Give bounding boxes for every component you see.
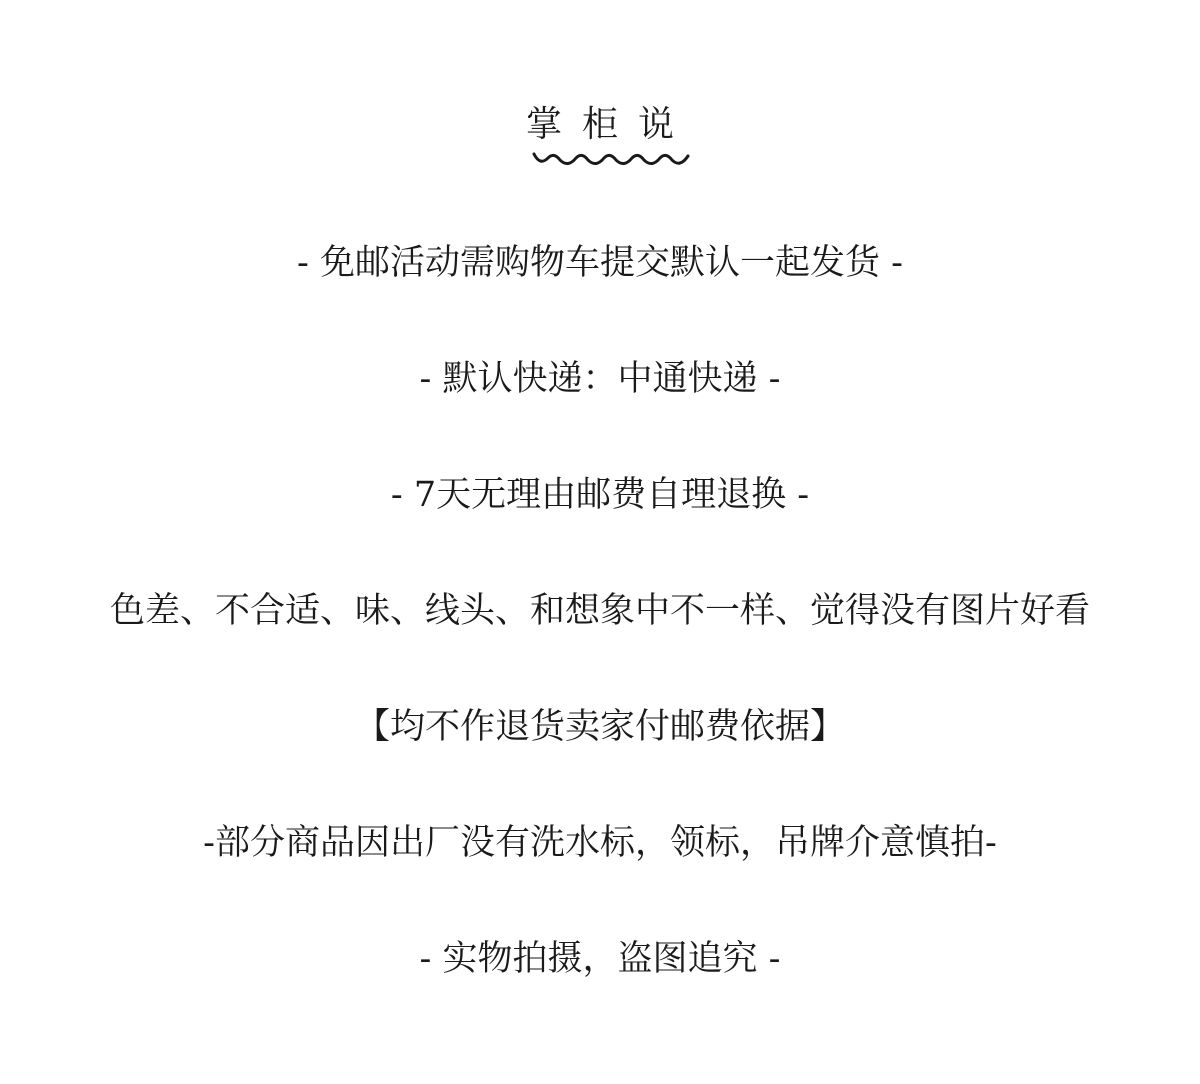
wave-underline-icon xyxy=(532,148,692,170)
note-real-photos: - 实物拍摄，盗图追究 - xyxy=(419,939,781,979)
note-missing-labels: -部分商品因出厂没有洗水标，领标，吊牌介意慎拍- xyxy=(203,823,997,863)
note-seven-day-return: - 7天无理由邮费自理退换 - xyxy=(390,475,810,515)
page-title: 掌柜说 xyxy=(525,104,694,145)
note-no-seller-shipping: 【均不作退货卖家付邮费依据】 xyxy=(354,707,845,747)
note-default-courier: - 默认快递：中通快递 - xyxy=(419,359,781,399)
note-free-shipping: - 免邮活动需购物车提交默认一起发货 - xyxy=(297,243,903,283)
note-non-return-reasons: 色差、不合适、味、线头、和想象中不一样、觉得没有图片好看 xyxy=(109,591,1090,631)
